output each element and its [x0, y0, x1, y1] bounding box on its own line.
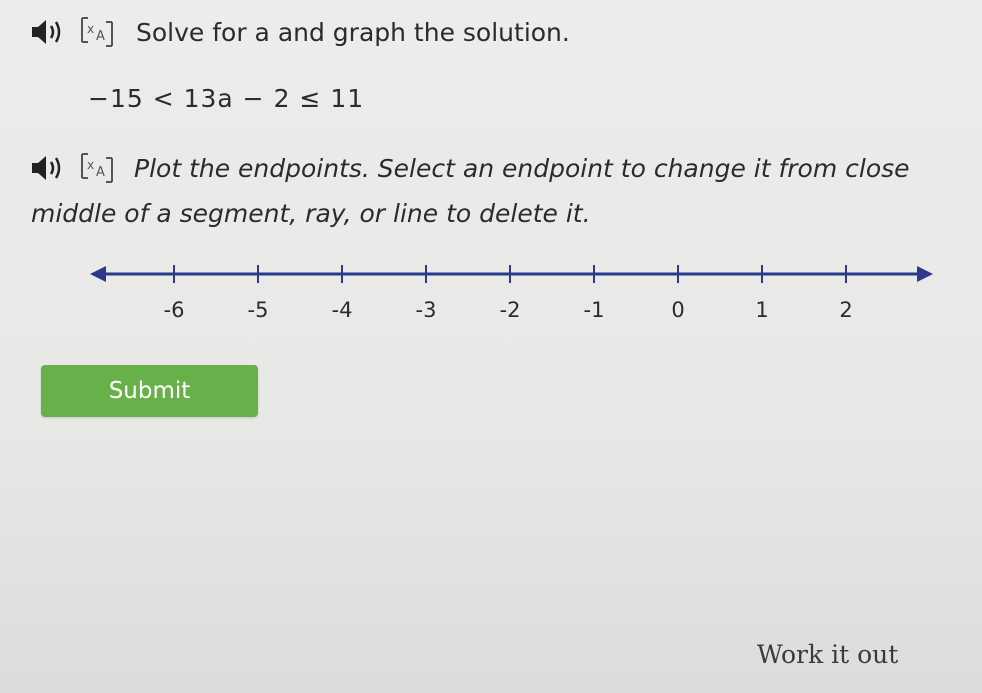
number-line-tick-label: -4 — [331, 298, 353, 322]
svg-text:x: x — [87, 22, 95, 36]
svg-text:A: A — [96, 29, 105, 44]
speaker-icon[interactable] — [28, 152, 68, 184]
number-line-tick-label: -2 — [499, 298, 521, 322]
instructions-header — [28, 150, 910, 186]
inequality-expression: −15 < 13a − 2 ≤ 11 — [88, 84, 365, 113]
question-header — [28, 14, 570, 50]
translate-icon[interactable] — [76, 14, 118, 50]
instructions-text-line2: middle of a segment, ray, or line to delete it. — [31, 199, 591, 228]
speaker-icon[interactable] — [28, 16, 68, 48]
number-line-tick-label: 1 — [755, 298, 769, 322]
number-line-tick-label: -1 — [583, 298, 605, 322]
number-line-tick-label: -6 — [163, 298, 185, 322]
number-line-tick-label: 0 — [671, 298, 685, 322]
number-line-tick-label: -3 — [415, 298, 437, 322]
translate-icon[interactable] — [76, 150, 118, 186]
instructions-text-line1: Plot the endpoints. Select an endpoint to change it from close — [134, 153, 910, 183]
svg-text:A: A — [96, 165, 105, 180]
question-title: Solve for a and graph the solution. — [136, 17, 570, 47]
number-line-tick-label: -5 — [247, 298, 269, 322]
svg-text:x: x — [87, 158, 95, 172]
submit-button[interactable]: Submit — [41, 365, 258, 417]
right-arrow-icon — [917, 266, 933, 282]
work-it-out-link[interactable]: Work it out — [757, 640, 899, 669]
number-line-tick-label: 2 — [839, 298, 853, 322]
number-line[interactable] — [88, 255, 938, 335]
left-arrow-icon — [90, 266, 106, 282]
